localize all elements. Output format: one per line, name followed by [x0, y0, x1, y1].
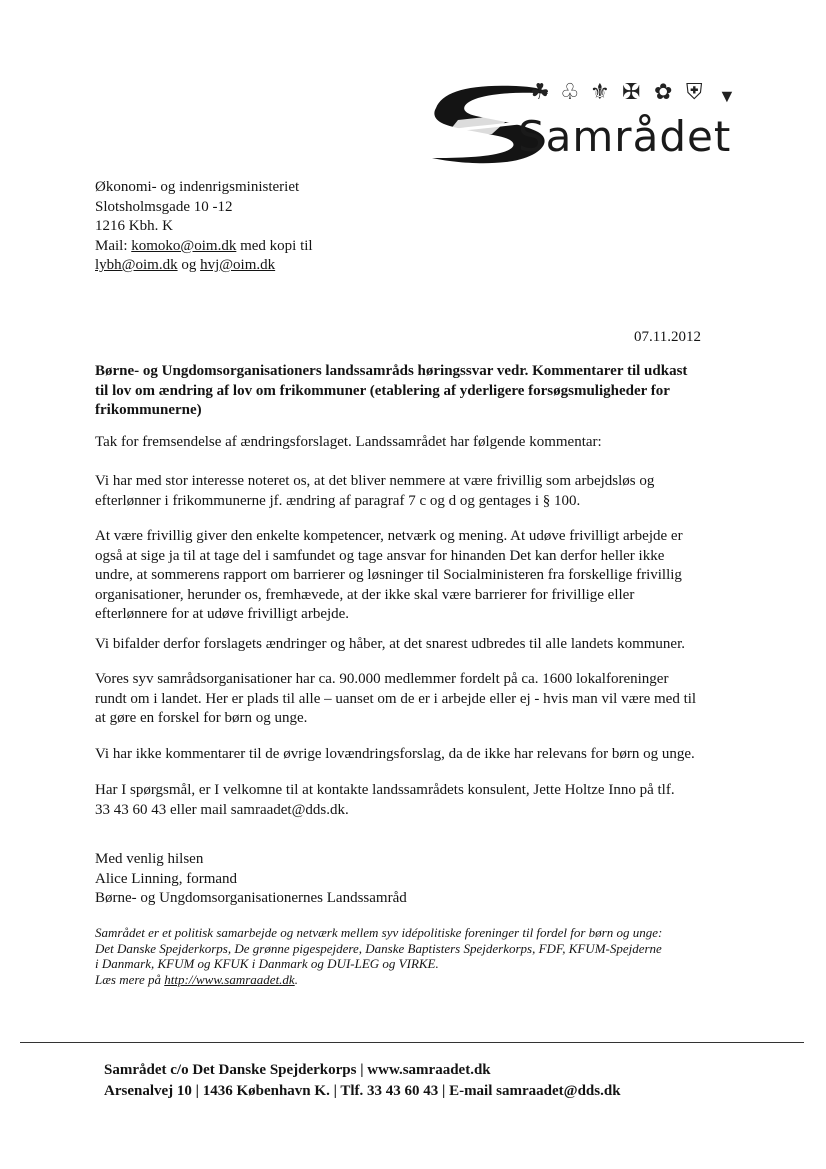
paragraph-7 — [95, 781, 735, 820]
paragraph-1 — [95, 433, 735, 453]
mail-middle: med kopi til — [236, 237, 313, 254]
body-line: Vi har med stor interesse noteret os, at det bliver nemmere at være frivillig som arbejdsløs og — [95, 473, 655, 489]
logo-wordmark: Samrådet — [518, 112, 732, 161]
body-line: også at sige ja til at tage del i samfundet og tage ansvar for hinanden Det kan derfor heller ikke — [95, 547, 665, 564]
signature-line: Børne- og Ungdomsorganisationernes Landssamråd — [95, 890, 407, 906]
body-line: efterlønner i frikommunerne jf. ændring af paragraf 7 c og d og gentages i § 100. — [95, 492, 581, 509]
triangle-emblem-icon: ▼ — [718, 86, 736, 106]
footnote-line: i Danmark, KFUM og KFUK i Danmark og DUI-LEG og VIRKE. — [95, 956, 439, 971]
body-line: Har I spørgsmål, er I velkomne til at kontakte landssamrådets konsulent, Jette Holtze Inno på tlf. — [95, 782, 675, 798]
body-line: 33 43 60 43 eller mail samraadet@dds.dk. — [95, 801, 349, 818]
fleur-de-lis-emblem-icon: ⚜ — [590, 79, 610, 104]
trefoil-emblem-icon: ✿ — [654, 79, 673, 104]
letter-date: 07.11.2012 — [634, 329, 701, 345]
letter-subject — [95, 362, 735, 421]
paragraph-5 — [95, 670, 735, 729]
paragraph-2 — [95, 472, 735, 511]
footnote — [95, 925, 745, 987]
recipient-line: Økonomi- og indenrigsministeriet — [95, 179, 300, 195]
signature-line: Med venlig hilsen — [95, 851, 204, 867]
mail-link-komoko[interactable]: komoko@oim.dk — [131, 237, 237, 254]
footer — [104, 1060, 621, 1102]
signature-block — [95, 850, 407, 909]
body-line: Vi har ikke kommentarer til de øvrige lovændringsforslag, da de ikke har relevans for børn og unge. — [95, 746, 695, 762]
footnote-link-prefix: Læs mere på — [95, 971, 165, 987]
footnote-link-suffix: . — [294, 971, 298, 987]
mail-prefix: Mail: — [95, 237, 132, 254]
footer-line: Samrådet c/o Det Danske Spejderkorps | www.samraadet.dk — [104, 1062, 491, 1078]
recipient-line: 1216 Kbh. K — [95, 218, 173, 234]
subject-line: Børne- og Ungdomsorganisationers landssamråds høringssvar vedr. Kommentarer til udkast — [95, 363, 688, 379]
subject-line: til lov om ændring af lov om frikommuner (etablering af yderligere forsøgsmuligheder for — [95, 382, 670, 399]
cross-emblem-icon: ✠ — [622, 79, 641, 104]
footnote-line — [95, 972, 745, 988]
website-link[interactable]: http://www.samraadet.dk — [164, 971, 295, 987]
mail-link-lybh[interactable]: lybh@oim.dk — [95, 257, 178, 273]
body-line: efterlønnere for at udøve frivilligt arbejde. — [95, 606, 350, 622]
paragraph-4 — [95, 635, 735, 655]
mail-and: og — [177, 257, 201, 273]
recipient-address — [95, 178, 313, 276]
footnote-line: Samrådet er et politisk samarbejde og netværk mellem syv idépolitiske foreninger til fordel for børn og unge: — [95, 925, 663, 940]
clover-emblem-icon: ♧ — [560, 79, 580, 104]
body-line: undre, at sommerens rapport om barrierer og løsninger til Socialministeren fra forskellige frivillig — [95, 567, 682, 583]
badge-emblem-icon: ⛨ — [686, 79, 703, 104]
body-line: organisationer, herunder os, fremhævede, at der ikke skal være barrierer for frivillige eller — [95, 586, 635, 603]
body-line: Vi bifalder derfor forslagets ændringer og håber, at det snarest udbredes til alle landets kommuner. — [95, 636, 685, 652]
paragraph-6 — [95, 745, 735, 765]
body-line: Tak for fremsendelse af ændringsforslaget. Landssamrådet har følgende kommentar: — [95, 434, 602, 450]
body-line: rundt om i landet. Her er plads til alle – uanset om de er i arbejde eller ej - hvis man vil være med til — [95, 690, 697, 707]
body-line: Vores syv samrådsorganisationer har ca. 90.000 medlemmer fordelt på ca. 1600 lokalforeninger — [95, 671, 669, 687]
footnote-line: Det Danske Spejderkorps, De grønne pigespejdere, Danske Baptisters Spejderkorps, FDF, KFUM-Spejderne — [95, 940, 662, 956]
body-line: At være frivillig giver den enkelte kompetencer, netværk og mening. At udøve frivilligt arbejde er — [95, 528, 683, 544]
recipient-line: Slotsholmsgade 10 -12 — [95, 198, 233, 215]
mail-link-hvj[interactable]: hvj@oim.dk — [200, 257, 276, 273]
signature-line: Alice Linning, formand — [95, 870, 238, 887]
recipient-mail-line — [95, 237, 313, 257]
footer-line: Arsenalvej 10 | 1436 København K. | Tlf. 33 43 60 43 | E-mail samraadet@dds.dk — [104, 1083, 621, 1099]
footer-divider — [20, 1042, 804, 1043]
subject-line: frikommunerne) — [95, 402, 202, 418]
paragraph-3 — [95, 527, 735, 625]
recipient-mail-line — [95, 256, 313, 276]
shamrock-emblem-icon: ☘ — [530, 79, 550, 104]
body-line: at gøre en forskel for børn og unge. — [95, 710, 308, 726]
